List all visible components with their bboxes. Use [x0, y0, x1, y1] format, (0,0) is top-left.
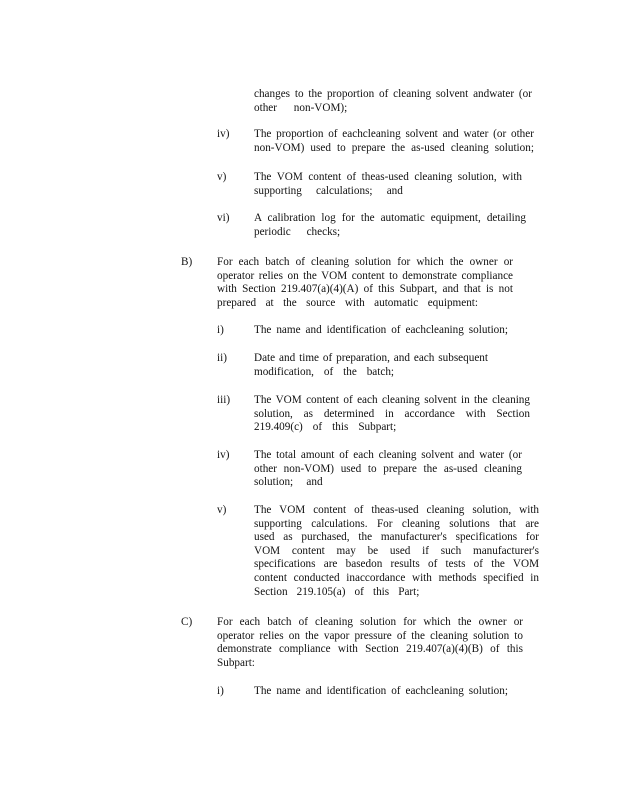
text-line: The name and identification of eachcleaning solution;	[254, 685, 508, 697]
item-text	[254, 324, 508, 338]
item-label: vi)	[217, 212, 230, 224]
text-line: operator relies on the VOM content to demonstrate compliance	[217, 269, 514, 282]
item-label: B)	[181, 256, 193, 268]
text-line: The VOM content of each cleaning solvent in the cleaning	[254, 394, 530, 406]
item-label: v)	[217, 504, 227, 516]
item-text	[254, 128, 534, 155]
text-line: 219.409(c) of this Subpart;	[254, 421, 397, 434]
text-line: supporting calculations; and	[254, 184, 403, 197]
text-line: solution; and	[254, 476, 323, 489]
item-label: iv)	[217, 449, 230, 461]
item-text	[254, 449, 522, 490]
item-text	[254, 352, 488, 379]
text-line: other non-VOM) used to prepare the as-used cleaning	[254, 462, 522, 475]
text-line: other non-VOM);	[254, 101, 348, 114]
text-line: used as purchased, the manufacturer's specifications for	[254, 531, 539, 544]
text-line: VOM content may be used if such manufacturer's	[254, 544, 540, 557]
text-line: The VOM content of theas-used cleaning solution, with	[254, 171, 523, 183]
item-label: ii)	[217, 352, 227, 364]
item-label: i)	[217, 685, 224, 697]
text-line: modification, of the batch;	[254, 365, 395, 378]
item-label: v)	[217, 171, 227, 183]
item-text	[254, 88, 532, 115]
item-label: iii)	[217, 394, 231, 406]
item-text	[254, 212, 526, 239]
item-text	[254, 685, 508, 699]
text-line: supporting calculations. For cleaning solutions that are	[254, 517, 539, 530]
text-line: with Section 219.407(a)(4)(A) of this Subpart, and that is not	[217, 283, 513, 296]
text-line: operator relies on the vapor pressure of the cleaning solution to	[217, 629, 524, 642]
text-line: The VOM content of theas-used cleaning solution, with	[254, 504, 540, 516]
text-line: content conducted inaccordance with methods specified in	[254, 571, 539, 584]
text-line: The name and identification of eachcleaning solution;	[254, 324, 508, 336]
text-line: specifications are basedon results of tests of the VOM	[254, 558, 540, 571]
text-line: Date and time of preparation, and each subsequent	[254, 352, 488, 364]
text-line: solution, as determined in accordance with Section	[254, 407, 530, 420]
text-line: For each batch of cleaning solution for which the owner or	[217, 256, 514, 268]
text-line: The total amount of each cleaning solvent and water (or	[254, 449, 522, 461]
item-text	[217, 256, 513, 310]
item-text	[254, 394, 530, 435]
text-line: The proportion of eachcleaning solvent and water (or other	[254, 128, 534, 140]
text-line: changes to the proportion of cleaning solvent andwater (or	[254, 88, 532, 100]
item-text	[217, 616, 523, 670]
text-line: Subpart:	[217, 656, 255, 669]
text-line: For each batch of cleaning solution for which the owner or	[217, 616, 524, 628]
item-text	[254, 171, 522, 198]
item-label: C)	[181, 616, 193, 628]
text-line: prepared at the source with automatic equipment:	[217, 296, 479, 309]
text-line: A calibration log for the automatic equipment, detailing	[254, 212, 526, 224]
item-label: iv)	[217, 128, 230, 140]
text-line: demonstrate compliance with Section 219.407(a)(4)(B) of this	[217, 643, 523, 656]
item-label: i)	[217, 324, 224, 336]
text-line: Section 219.105(a) of this Part;	[254, 585, 420, 598]
text-line: non-VOM) used to prepare the as-used cleaning solution;	[254, 141, 534, 154]
text-line: periodic checks;	[254, 225, 341, 238]
item-text	[254, 504, 539, 599]
